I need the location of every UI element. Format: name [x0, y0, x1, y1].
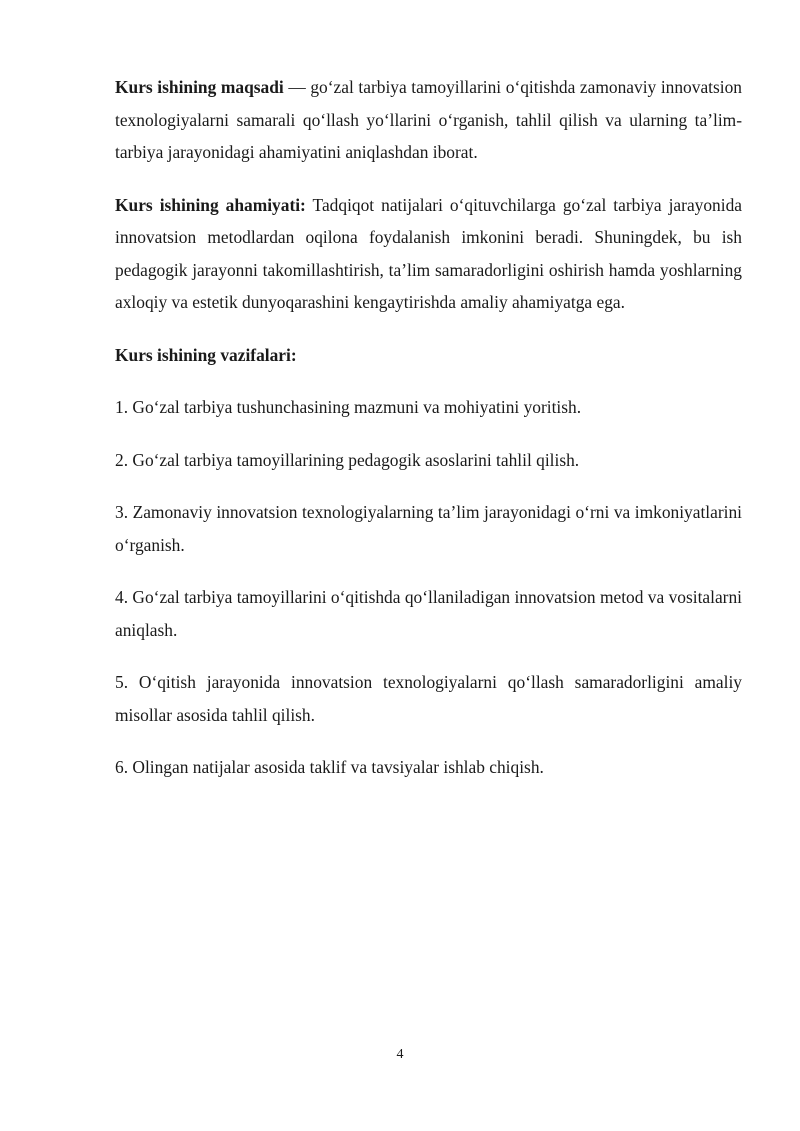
- task-item: 1. Go‘zal tarbiya tushunchasining mazmuni va mohiyatini yoritish.: [115, 397, 582, 417]
- goal-paragraph: [115, 71, 742, 169]
- goal-lead: Kurs ishining maqsadi: [115, 77, 284, 97]
- task-item: 2. Go‘zal tarbiya tamoyillarining pedagogik asoslarini tahlil qilish.: [115, 449, 580, 470]
- task-item: 6. Olingan natijalar asosida taklif va tavsiyalar ishlab chiqish.: [115, 757, 544, 777]
- task-item: 3. Zamonaviy innovatsion texnologiyalarning ta’lim jarayonidagi o‘rni va imkoniyatlarini o‘rganish.: [115, 502, 742, 555]
- task-item: 5. O‘qitish jarayonida innovatsion texnologiyalarni qo‘llash samaradorligini amaliy misollar asosida tahlil qilish.: [115, 672, 742, 725]
- significance-text: Tadqiqot natijalari o‘qituvchilarga go‘zal tarbiya jarayonida innovatsion metodlardan oqilona foydalanish imkonini beradi. Shuningdek, bu ish pedagogik jarayonni takomillashtirish, ta’lim samaradorligini oshirish hamda yoshlarning axloqiy va estetik dunyoqarashini kengaytirishda amaliy ahamiyatga ega.: [115, 194, 742, 312]
- goal-text: — go‘zal tarbiya tamoyillarini o‘qitishda zamonaviy innovatsion texnologiyalarni samarali qo‘llash yo‘llarini o‘rganish, tahlil qilish va ularning ta’lim-tarbiya jarayonidagi ahamiyatini aniqlashdan iborat.: [115, 77, 742, 162]
- document-page: [115, 71, 742, 804]
- significance-lead: Kurs ishining ahamiyati:: [115, 194, 306, 215]
- significance-paragraph: [115, 189, 742, 319]
- task-item: 4. Go‘zal tarbiya tamoyillarini o‘qitishda qo‘llaniladigan innovatsion metod va vositalarni aniqlash.: [115, 587, 742, 640]
- tasks-heading: Kurs ishining vazifalari:: [115, 344, 297, 365]
- page-number: 4: [396, 1047, 404, 1062]
